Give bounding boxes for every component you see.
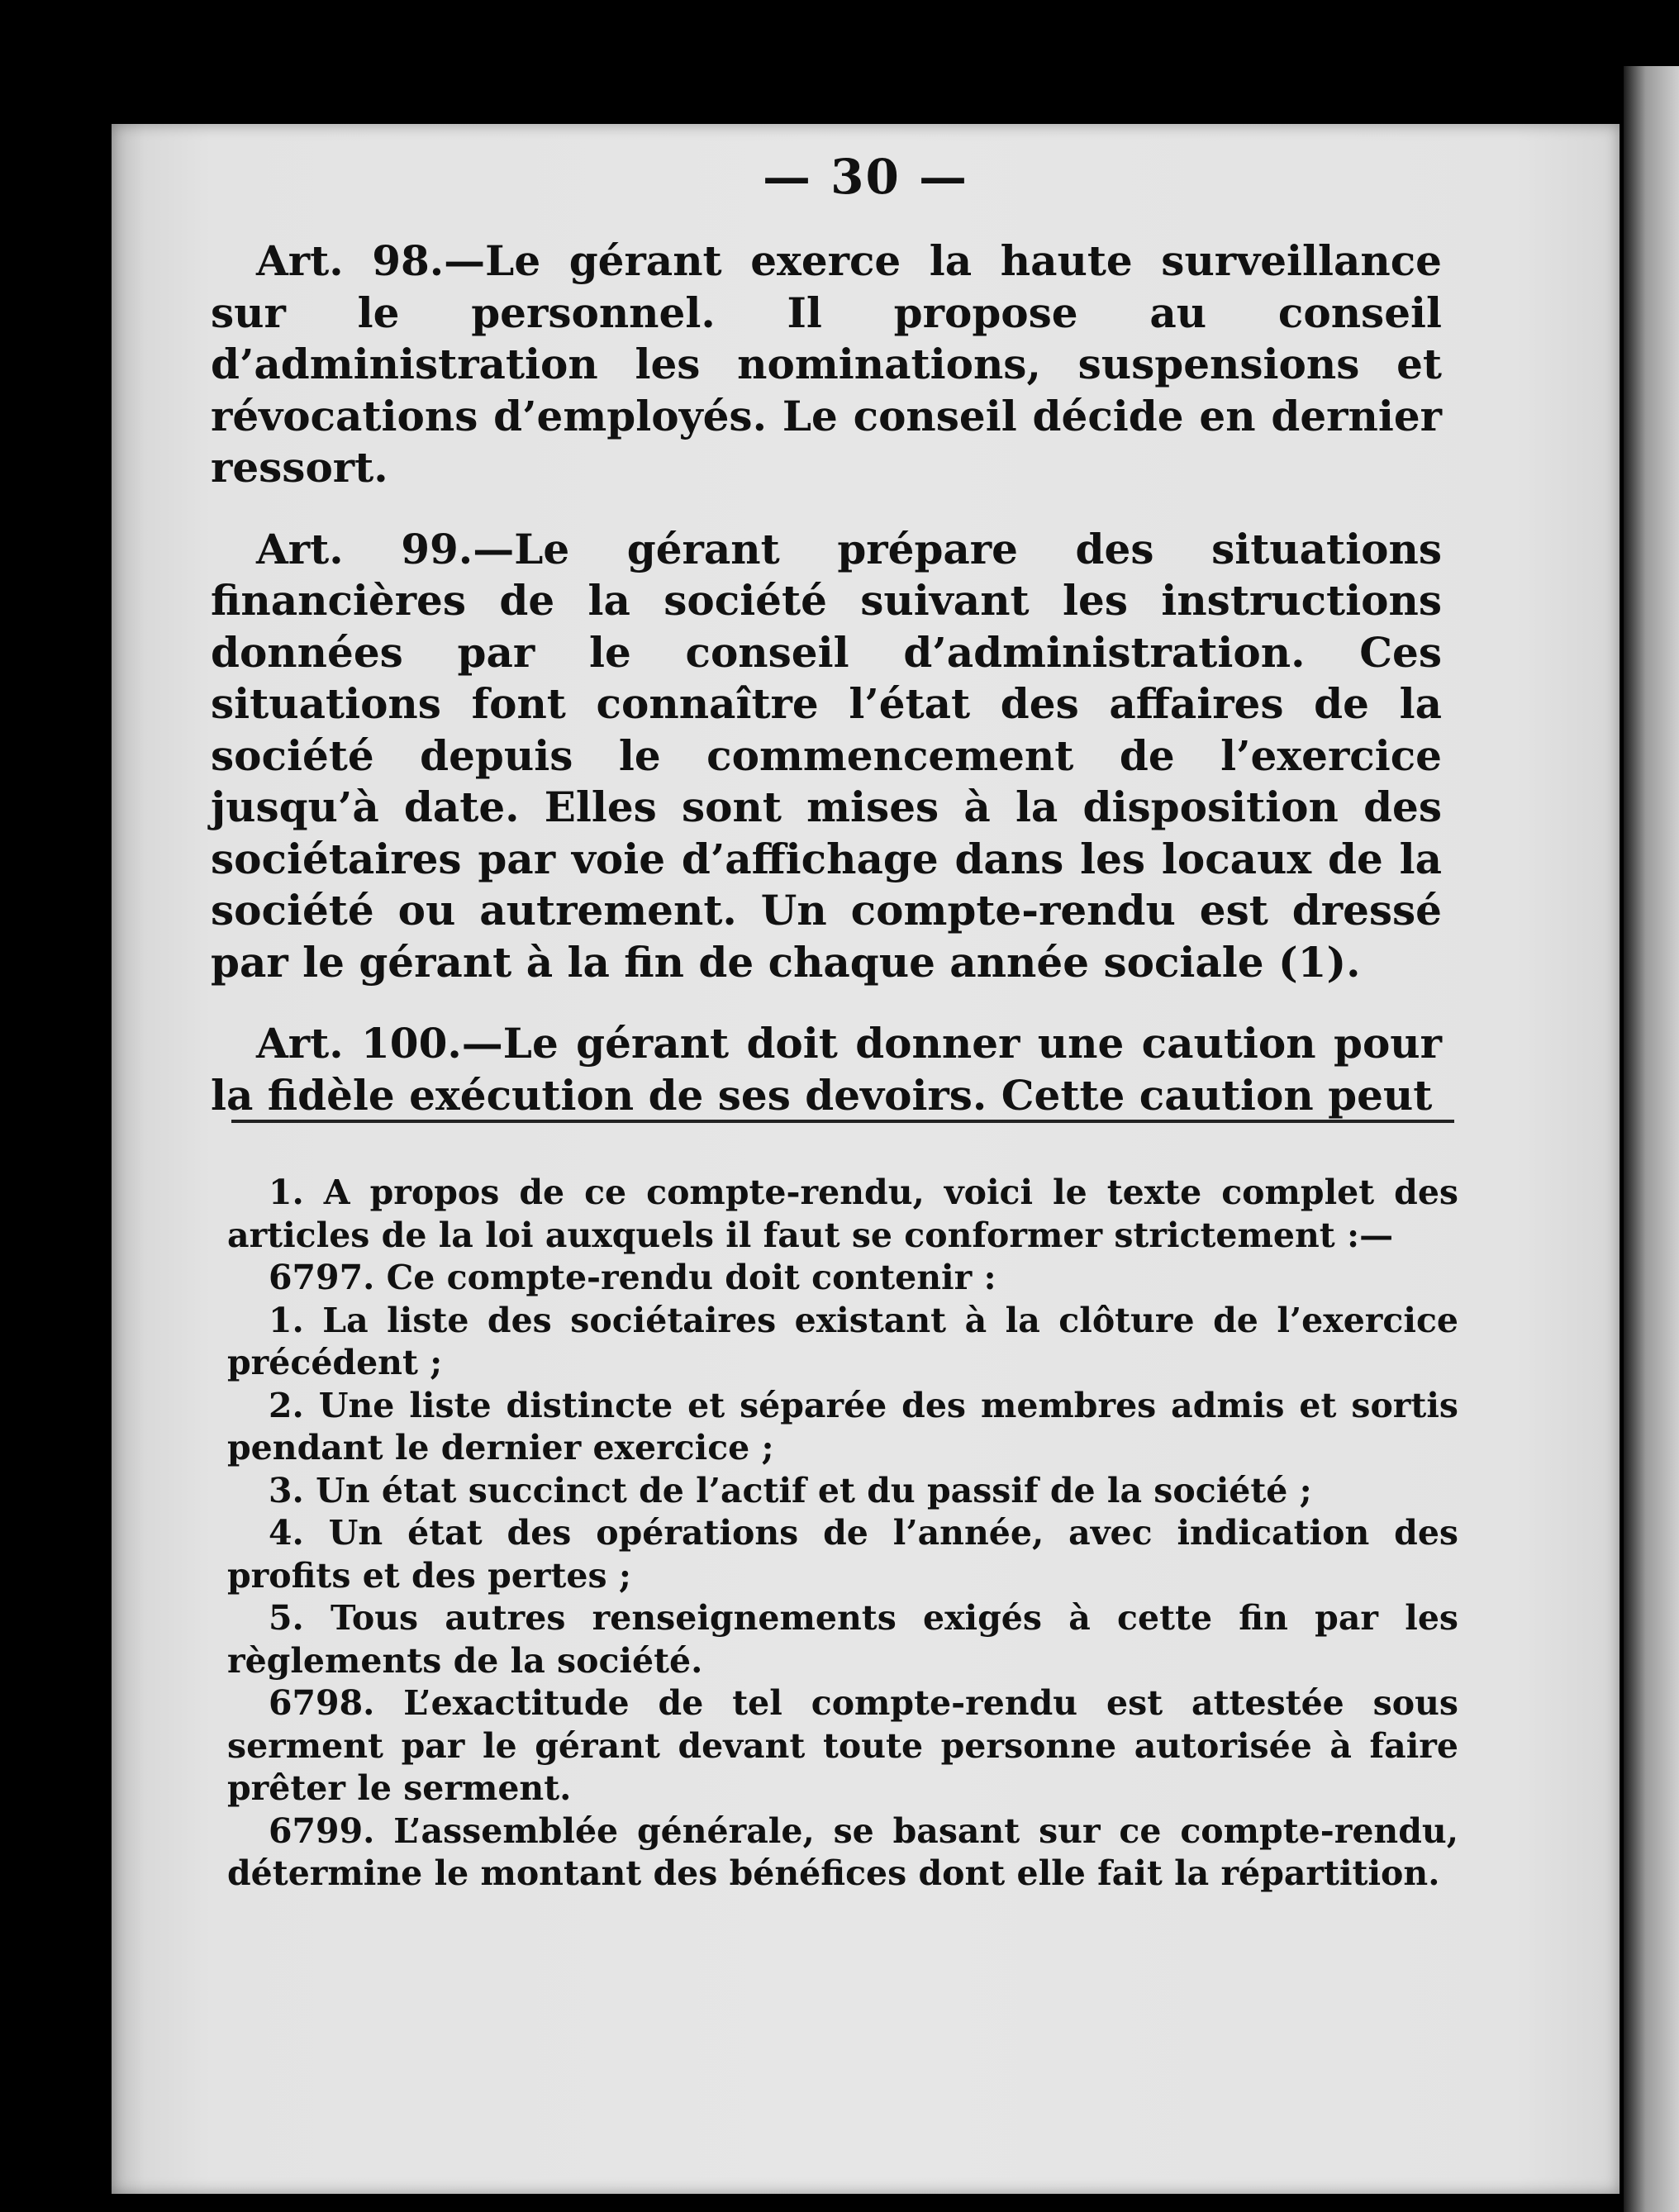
page-number: — 30 — <box>762 149 969 205</box>
book-page <box>112 124 1620 2194</box>
footnote-item-5: 5. Tous autres renseignements exigés à cette fin par les règlements de la société. <box>227 1598 1458 1681</box>
footnote-6797: 6797. Ce compte-rendu doit contenir : <box>269 1258 996 1297</box>
footnote-6799: 6799. L’assemblée générale, se basant sur ce compte-rendu, détermine le montant des bénéfices dont elle fait la répartition. <box>227 1810 1458 1893</box>
articles-body <box>211 235 1442 1121</box>
footnote-item-3: 3. Un état succinct de l’actif et du passif de la société ; <box>269 1470 1312 1510</box>
footnote-item-4: 4. Un état des opérations de l’année, avec indication des profits et des pertes ; <box>227 1513 1458 1596</box>
article-99: Art. 99.—Le gérant prépare des situations financières de la société suivant les instructions données par le conseil d’administration. Ces situations font connaître l’état des affaires de la société depuis le commencement de l’exercice jusqu’à date. Elles sont mises à la disposition des sociétaires par voie d’affichage dans les locaux de la société ou autrement. Un compte-rendu est dressé par le gérant à la fin de chaque année sociale (1). <box>211 524 1442 987</box>
article-98: Art. 98.—Le gérant exerce la haute surveillance sur le personnel. Il propose au conseil d’administration les nominations, suspensions et révocations d’employés. Le conseil décide en dernier ressort. <box>211 236 1442 492</box>
adjacent-page-edge <box>1624 66 1679 2212</box>
footnote-intro: 1. A propos de ce compte-rendu, voici le texte complet des articles de la loi auxquels il faut se conformer strictement :— <box>227 1173 1458 1255</box>
footnote-6798: 6798. L’exactitude de tel compte-rendu est attestée sous serment par le gérant devant toute personne autorisée à faire prêter le serment. <box>227 1683 1458 1808</box>
footnote-item-2: 2. Une liste distincte et séparée des membres admis et sortis pendant le dernier exercice ; <box>227 1385 1458 1468</box>
footnote-rule <box>231 1120 1454 1123</box>
footnotes <box>227 1172 1458 1896</box>
footnote-item-1: 1. La liste des sociétaires existant à la clôture de l’exercice précédent ; <box>227 1300 1458 1382</box>
article-100: Art. 100.—Le gérant doit donner une caution pour la fidèle exécution de ses devoirs. Cette caution peut <box>211 1019 1442 1120</box>
